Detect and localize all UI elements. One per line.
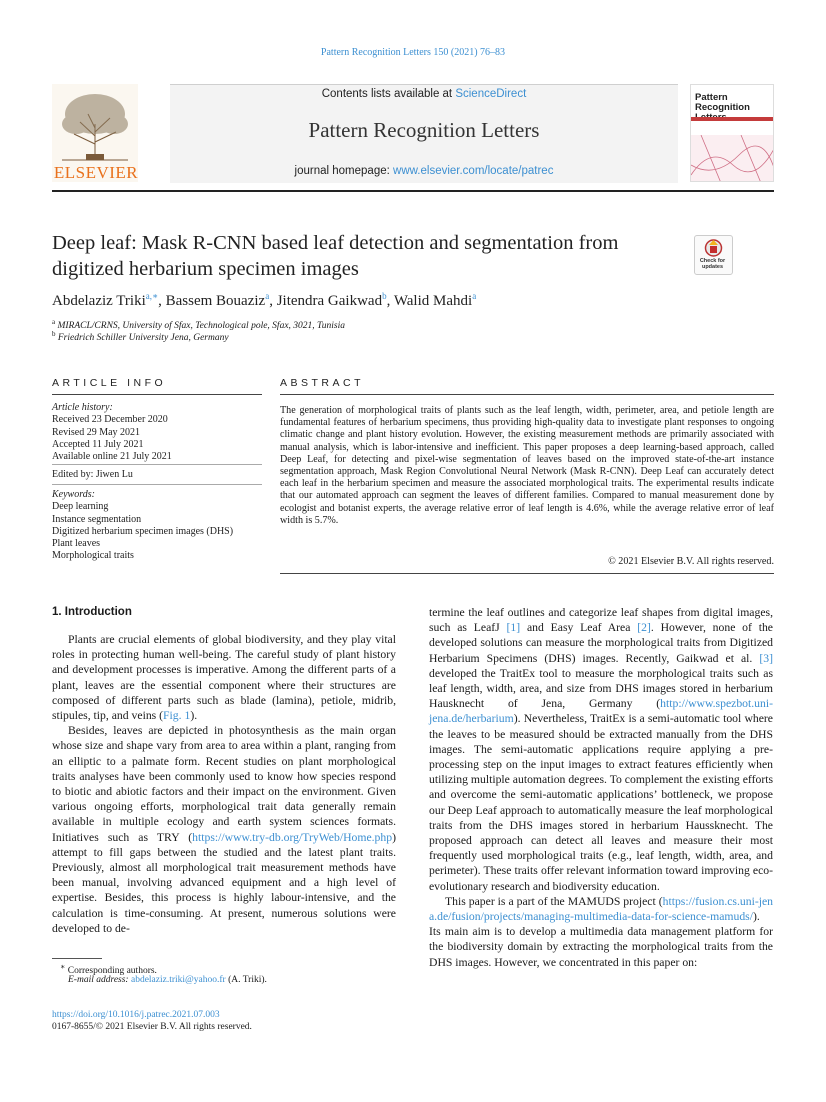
reference-link[interactable]: [1] bbox=[506, 621, 521, 635]
footnote-text: Corresponding authors. bbox=[65, 966, 157, 977]
author-sup[interactable]: a bbox=[265, 291, 270, 301]
article-history bbox=[52, 402, 262, 463]
text-run: and Easy Leaf Area bbox=[520, 621, 638, 635]
try-link[interactable]: https://www.try-db.org/TryWeb/Home.php bbox=[192, 830, 393, 844]
history-item: Revised 29 May 2021 bbox=[52, 426, 141, 438]
text-run: Plants are crucial elements of global biodiversity, and they play vital roles in protecting human well-being. The careful study of plant history and development processes is imperative. Among the different parts of a plant, leaves are the essential component where their structures are composed of different parts such as blade (lamina), petiole, midrib, stipules, tip, and veins ( bbox=[52, 633, 396, 723]
history-item: Accepted 11 July 2021 bbox=[52, 438, 144, 450]
divider bbox=[280, 573, 774, 574]
keywords-label: Keywords: bbox=[52, 489, 95, 500]
footnote-mark: ∗ bbox=[60, 962, 66, 971]
sciencedirect-link[interactable]: ScienceDirect bbox=[455, 88, 527, 100]
article-info-heading: ARTICLE INFO bbox=[52, 377, 167, 389]
abstract-text: The generation of morphological traits of plants such as the leaf length, width, perimeter, area, and petiole length are fundamental features of herbarium specimens, thus providing high-quality data to investigate plant responses to ongoing climatic change and plant history evolution. However, the existing measurement methods are primarily associated with manual analysis, which is labor-intensive and inefficient. This paper proposes a deep learning-based approach, called Deep Leaf, for detecting and pixel-wise segmentation of leaves based on the improved state-of-the-art instance segmentation approach, Mask Region Convolutional Neural Network (Mask R-CNN). Deep Leaf can accurately detect each leaf in the herbarium specimen and measure the associated morphological traits. The experimental results indicate that our automated approach can segment the leaves of different families. Compared to manual measurement done by ecologist and botanist experts, the average relative error of leaf length is 4.6%, while the average relative error of leaf width is 5.7%. bbox=[280, 405, 774, 526]
footnote-email bbox=[68, 975, 267, 985]
body-column-left bbox=[52, 632, 396, 936]
figure-link[interactable]: Fig. 1 bbox=[163, 709, 191, 723]
journal-citation[interactable]: Pattern Recognition Letters 150 (2021) 76–83 bbox=[320, 47, 506, 58]
edited-by: Edited by: Jiwen Lu bbox=[52, 469, 133, 480]
journal-name[interactable]: Pattern Recognition Letters bbox=[308, 118, 540, 142]
cover-art-icon bbox=[691, 135, 774, 182]
divider bbox=[52, 394, 262, 395]
divider bbox=[280, 394, 774, 395]
body-column-right bbox=[429, 605, 773, 970]
affiliation-b bbox=[52, 330, 229, 343]
paragraph bbox=[52, 723, 396, 936]
abstract-copyright: © 2021 Elsevier B.V. All rights reserved. bbox=[608, 556, 774, 567]
divider bbox=[52, 464, 262, 465]
header-rule bbox=[52, 190, 774, 192]
history-item: Available online 21 July 2021 bbox=[52, 451, 172, 463]
keyword-item: Deep learning bbox=[52, 501, 109, 513]
affiliation-mark: b bbox=[52, 330, 56, 338]
homepage-prefix: journal homepage: bbox=[294, 165, 394, 177]
issn-line: 0167-8655/© 2021 Elsevier B.V. All rights reserved. bbox=[52, 1022, 252, 1032]
divider bbox=[52, 484, 262, 485]
doi-link[interactable]: https://doi.org/10.1016/j.patrec.2021.07.003 bbox=[52, 1010, 220, 1020]
email-link[interactable]: abdelaziz.triki@yahoo.fr bbox=[130, 975, 226, 985]
author-sup[interactable]: b bbox=[382, 291, 387, 301]
text-run: This paper is a part of the MAMUDS project ( bbox=[445, 894, 663, 908]
reference-link[interactable]: [2] bbox=[637, 621, 651, 635]
crossmark-icon bbox=[695, 236, 732, 258]
crossmark-label: Check for updates bbox=[699, 258, 726, 270]
text-run: developed the TraitEx tool to measure the morphological traits such as leaf length, width, area, and size from DHS images stored in herbarium Hausknecht of Jena, Germany ( bbox=[429, 666, 773, 711]
text-run: termine the leaf outlines and categorize leaf shapes from digital images, such as LeafJ bbox=[429, 606, 773, 635]
author-sup[interactable]: a bbox=[472, 291, 477, 301]
history-label: Article history: bbox=[52, 402, 113, 413]
author-name[interactable]: Abdelaziz Triki bbox=[52, 293, 146, 309]
author-name[interactable]: Jitendra Gaikwad bbox=[276, 293, 383, 309]
herbarium-link[interactable]: http://www.spezbot.uni-jena.de/herbarium bbox=[429, 697, 773, 726]
paragraph bbox=[52, 632, 396, 723]
text-run: ). Nevertheless, TraitEx is a semi-automatic tool where the leaves to be measured should be extracted manually from the DHS images. The semi-automatic applications require applying a pre-processing step on the input images to extract features efficiently when utilizing multiple automation degrees. To complement the existing efforts and overcome the semi-automatic applications’ bottleneck, we propose our Deep Leaf approach to automatically measure the leaf morphological traits from the DHS images stored in herbarium Haussknecht. The proposed approach can detect all leaves and measure their most frequently used morphological traits (e.g., leaf length, width, area, and perimeter). These traits offer relevant information toward improving eco-evolutionary research and biodiversity education. bbox=[429, 712, 773, 893]
section-heading: 1. Introduction bbox=[52, 606, 132, 618]
footnote-rule bbox=[52, 958, 102, 959]
contents-prefix: Contents lists available at bbox=[321, 88, 456, 100]
author-name[interactable]: Walid Mahdi bbox=[393, 293, 473, 309]
reference-link[interactable]: [3] bbox=[759, 651, 773, 665]
keyword-item: Morphological traits bbox=[52, 550, 134, 562]
author-sup[interactable]: a,∗ bbox=[145, 291, 159, 301]
paragraph bbox=[429, 605, 773, 894]
affiliation-text: MIRACL/CRNS, University of Sfax, Technological pole, Sfax, 3021, Tunisia bbox=[57, 321, 346, 332]
text-run: ) attempt to fill gaps between the studied and the latest plant traits. Previously, almost all morphological trait measurement methods have been manual, involving advanced equipment and a high level of expertise. Besides, this process is highly labour-intensive, and the calculation is time-consuming. At present, numerous solutions were developed to de- bbox=[52, 830, 396, 935]
keyword-item: Instance segmentation bbox=[52, 513, 142, 525]
email-label: E-mail address: bbox=[68, 975, 129, 985]
author-list: Abdelaziz Triki$^{a,∗}$, Bassem Bouaziz$^a$, Jitendra Gaikwad$^b$, Walid Mahdi$^a$ bbox=[52, 291, 477, 309]
text-run: . However, none of the developed solutions can measure the morphological traits from Digitized Herbarium Specimens (DHS) images. Recently, Gaikwad et al. bbox=[429, 621, 773, 665]
history-item: Received 23 December 2020 bbox=[52, 414, 168, 426]
journal-cover[interactable] bbox=[690, 84, 774, 182]
contents-line bbox=[170, 88, 678, 100]
homepage-link[interactable]: www.elsevier.com/locate/patrec bbox=[393, 165, 554, 177]
author-name[interactable]: Bassem Bouaziz bbox=[165, 293, 266, 309]
paper-title: Deep leaf: Mask R-CNN based leaf detection and segmentation from digitized herbarium specimen images bbox=[52, 232, 619, 280]
paragraph bbox=[429, 894, 773, 970]
keywords bbox=[52, 489, 262, 563]
mamuds-link[interactable]: https://fusion.cs.uni-jena.de/fusion/projects/managing-multimedia-data-for-science-mamuds/ bbox=[429, 894, 773, 924]
elsevier-wordmark[interactable]: ELSEVIER bbox=[53, 163, 139, 182]
abstract-heading: ABSTRACT bbox=[280, 377, 365, 389]
text-run: ). Its main aim is to develop a multimedia data management platform for the biodiversity domain by extracting the morphological traits from the DHS images. However, we concentrated in this paper on: bbox=[429, 910, 773, 969]
affiliation-mark: a bbox=[52, 318, 56, 326]
keyword-item: Digitized herbarium specimen images (DHS) bbox=[52, 525, 234, 537]
cover-band bbox=[691, 117, 774, 121]
keyword-item: Plant leaves bbox=[52, 538, 101, 550]
text-run: Besides, leaves are depicted in photosynthesis as the main organ whose size and shape vary from area to area within a plant, ranging from an elliptic to a palmate form. Recent studies on plant morphological traits analyses have been commonly used to know how species respond to biotic and abiotic factors and their impact on the environment. Given various ongoing efforts, morphological trait data generally remain available in multiple ecology and earth system sciences formats. Initiatives such as TRY ( bbox=[52, 724, 396, 844]
homepage-line bbox=[170, 165, 678, 177]
text-run: ). bbox=[190, 709, 198, 723]
cover-title: Pattern Recognition bbox=[695, 92, 750, 113]
affiliation-text: Friedrich Schiller University Jena, Germany bbox=[57, 333, 229, 344]
email-suffix: (A. Triki). bbox=[225, 975, 267, 985]
